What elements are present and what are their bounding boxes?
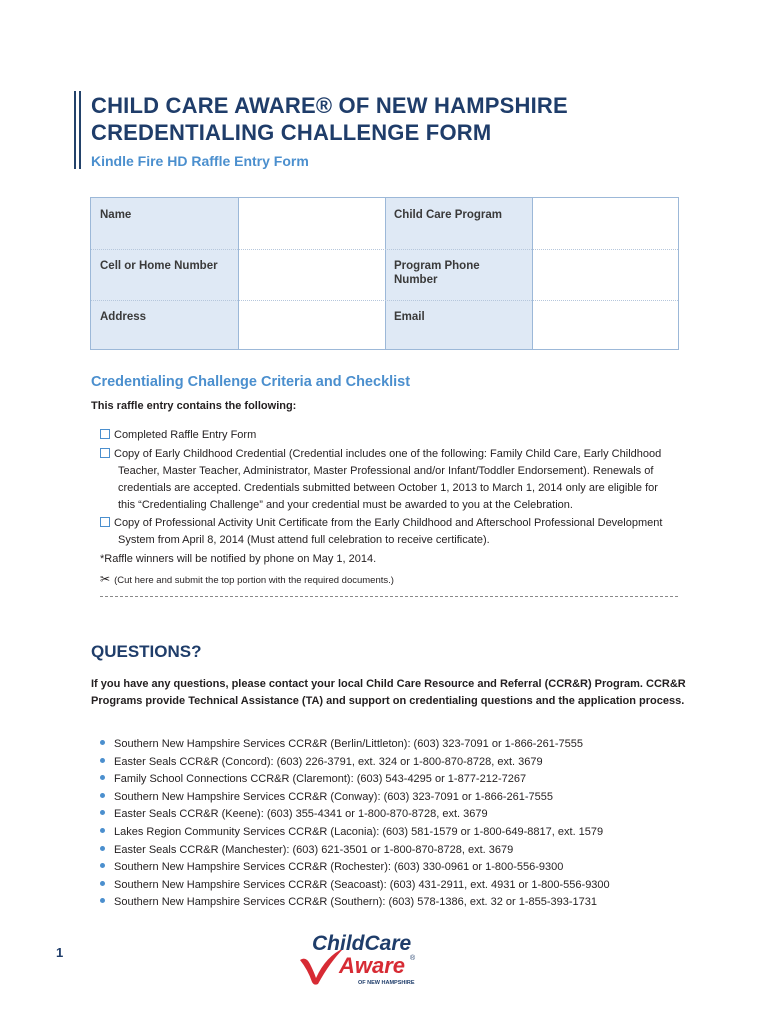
contact-list bbox=[100, 736, 610, 912]
checklist-item bbox=[100, 515, 680, 549]
name-label: Name bbox=[91, 198, 238, 249]
contact-text: Easter Seals CCR&R (Concord): (603) 226-3791, ext. 324 or 1-800-870-8728, ext. 3679 bbox=[114, 755, 543, 768]
table-divider bbox=[385, 198, 386, 349]
logo-text-childcare: ChildCare bbox=[312, 932, 412, 955]
contact-text: Southern New Hampshire Services CCR&R (Seacoast): (603) 431-2911, ext. 4931 or 1-800-556-9300 bbox=[114, 878, 610, 891]
list-item bbox=[100, 806, 610, 824]
checkbox-icon[interactable] bbox=[100, 517, 110, 527]
criteria-intro: This raffle entry contains the following: bbox=[91, 400, 297, 412]
bullet-icon bbox=[100, 881, 105, 886]
checklist-item-continuation: Teacher, Master Teacher, Administrator, Master Professional and/or Infant/Toddler Endorsement). Renewals of bbox=[118, 465, 654, 477]
list-item bbox=[100, 771, 610, 789]
checklist-item-continuation: credentials are accepted. Credentials submitted between October 1, 2013 to March 1, 2014 only are eligible for bbox=[118, 482, 658, 494]
contact-text: Easter Seals CCR&R (Manchester): (603) 621-3501 or 1-800-870-8728, ext. 3679 bbox=[114, 843, 514, 856]
bullet-icon bbox=[100, 863, 105, 868]
page-number: 1 bbox=[56, 945, 64, 960]
phone-number-field[interactable] bbox=[238, 249, 385, 300]
table-row-divider bbox=[91, 300, 678, 301]
child-care-aware-logo bbox=[296, 926, 426, 990]
checklist-item-text: Copy of Early Childhood Credential (Credential includes one of the following: Family Child Care, Early Childhood bbox=[114, 448, 662, 460]
checkbox-icon[interactable] bbox=[100, 448, 110, 458]
list-item bbox=[100, 824, 610, 842]
list-item bbox=[100, 894, 610, 912]
list-item bbox=[100, 859, 610, 877]
bullet-icon bbox=[100, 775, 105, 780]
questions-intro: If you have any questions, please contact your local Child Care Resource and Referral (CCR&R) Program. CCR&R Programs provide Technical Assistance (TA) and support on credentialing questions and the application process. bbox=[91, 678, 686, 707]
logo-graphic bbox=[296, 926, 426, 990]
cut-instruction-text: (Cut here and submit the top portion with the required documents.) bbox=[114, 575, 394, 586]
email-label: Email bbox=[385, 300, 532, 349]
email-field[interactable] bbox=[532, 300, 678, 349]
contact-text: Family School Connections CCR&R (Claremont): (603) 543-4295 or 1-877-212-7267 bbox=[114, 773, 527, 786]
page-title-line-2: CREDENTIALING CHALLENGE FORM bbox=[91, 120, 492, 145]
raffle-note: *Raffle winners will be notified by phone on May 1, 2014. bbox=[100, 553, 377, 565]
child-care-program-field[interactable] bbox=[532, 198, 678, 249]
name-field[interactable] bbox=[238, 198, 385, 249]
logo-text-aware: Aware bbox=[339, 953, 406, 978]
checklist-item-text: Copy of Professional Activity Unit Certificate from the Early Childhood and Afterschool Professional Development bbox=[114, 517, 663, 529]
checkbox-icon[interactable] bbox=[100, 429, 110, 439]
entry-form-table bbox=[90, 197, 679, 350]
table-divider bbox=[532, 198, 533, 349]
bullet-icon bbox=[100, 758, 105, 763]
page-title-line-1: CHILD CARE AWARE® OF NEW HAMPSHIRE bbox=[91, 93, 568, 118]
bullet-icon bbox=[100, 898, 105, 903]
child-care-program-label: Child Care Program bbox=[385, 198, 532, 249]
list-item bbox=[100, 842, 610, 860]
questions-heading: QUESTIONS? bbox=[91, 642, 202, 661]
checklist-item bbox=[100, 427, 680, 444]
checklist-item-continuation: System from April 8, 2014 (Must attend full celebration to receive certificate). bbox=[118, 534, 490, 546]
contact-text: Southern New Hampshire Services CCR&R (Berlin/Littleton): (603) 323-7091 or 1-866-261-7555 bbox=[114, 738, 583, 750]
program-phone-label: Program Phone Number bbox=[385, 249, 532, 300]
list-item bbox=[100, 789, 610, 807]
phone-number-label: Cell or Home Number bbox=[91, 249, 238, 300]
contact-text: Southern New Hampshire Services CCR&R (Southern): (603) 578-1386, ext. 32 or 1-855-393-1731 bbox=[114, 896, 598, 909]
logo-text-nh: OF NEW HAMPSHIRE bbox=[358, 980, 415, 986]
contact-text: Southern New Hampshire Services CCR&R (Rochester): (603) 330-0961 or 1-800-556-9300 bbox=[114, 861, 564, 874]
table-row-divider bbox=[91, 249, 678, 250]
title-accent-bars bbox=[74, 91, 83, 169]
checklist-item-text: Completed Raffle Entry Form bbox=[114, 429, 257, 441]
list-item bbox=[100, 877, 610, 895]
list-item bbox=[100, 754, 610, 772]
contact-text: Southern New Hampshire Services CCR&R (Conway): (603) 323-7091 or 1-866-261-7555 bbox=[114, 790, 553, 803]
address-label: Address bbox=[91, 300, 238, 349]
address-field[interactable] bbox=[238, 300, 385, 349]
table-divider bbox=[238, 198, 239, 349]
bullet-icon bbox=[100, 740, 105, 745]
logo-registered-mark: ® bbox=[410, 955, 416, 962]
checklist-item bbox=[100, 446, 680, 514]
criteria-heading: Credentialing Challenge Criteria and Checklist bbox=[91, 374, 411, 390]
bullet-icon bbox=[100, 793, 105, 798]
checklist-item-continuation: this “Credentialing Challenge” and your credential must be awarded to you at the Celebration. bbox=[118, 499, 573, 511]
program-phone-field[interactable] bbox=[532, 249, 678, 300]
cut-line bbox=[100, 596, 678, 597]
contact-text: Lakes Region Community Services CCR&R (Laconia): (603) 581-1579 or 1-800-649-8817, ext. 1579 bbox=[114, 825, 604, 838]
cut-instruction bbox=[100, 572, 394, 586]
contact-text: Easter Seals CCR&R (Keene): (603) 355-4341 or 1-800-870-8728, ext. 3679 bbox=[114, 808, 488, 821]
list-item bbox=[100, 736, 610, 754]
scissors-icon: ✂ bbox=[100, 572, 111, 586]
bullet-icon bbox=[100, 828, 105, 833]
page-subtitle: Kindle Fire HD Raffle Entry Form bbox=[91, 153, 309, 169]
bullet-icon bbox=[100, 810, 105, 815]
bullet-icon bbox=[100, 846, 105, 851]
